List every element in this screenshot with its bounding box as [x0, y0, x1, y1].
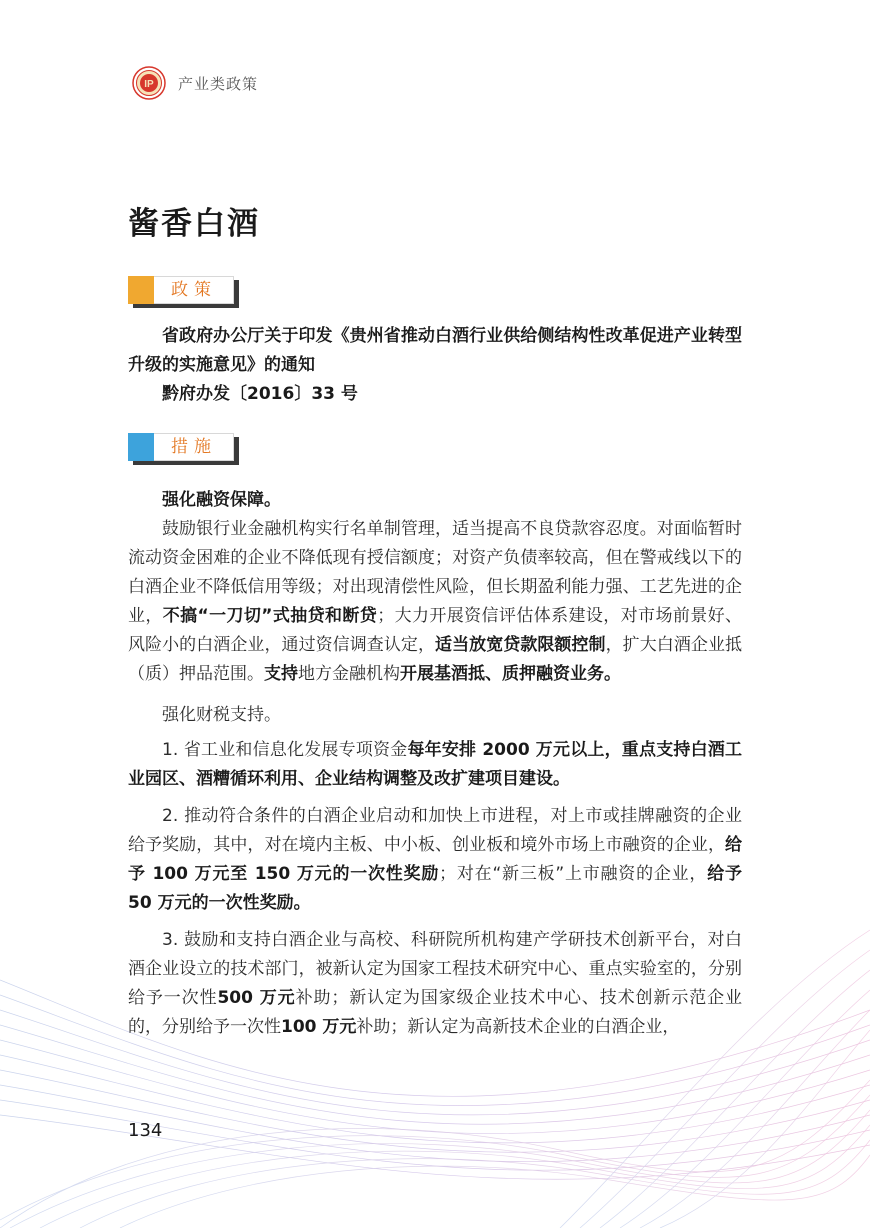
page-number: 134	[128, 1120, 163, 1141]
policy-tag	[128, 276, 238, 306]
section-name: 产业类政策	[178, 74, 259, 93]
tax-item-3: 3. 鼓励和支持白酒企业与高校、科研院所机构建产学研技术创新平台，对白酒企业设立的技术部门，被新认定为国家工程技术研究中心、重点实验室的，分别给予一次性500 万元补助；新认定为国家级企业技术中心、技术创新示范企业的，分别给予一次性100 万元补助；新认定为高新技术企业的白酒企业，	[128, 930, 743, 1037]
tax-item-1: 1. 省工业和信息化发展专项资金每年安排 2000 万元以上，重点支持白酒工业园区、酒糟循环利用、企业结构调整及改扩建项目建设。	[128, 740, 742, 789]
page-header	[132, 66, 258, 100]
policy-doc-number: 黔府办发〔2016〕33 号	[162, 384, 358, 404]
measures-section	[128, 486, 742, 1042]
finance-heading: 强化融资保障。	[162, 490, 281, 510]
tax-heading: 强化财税支持。	[162, 705, 281, 725]
page-title: 酱香白酒	[128, 206, 260, 242]
measures-tag-label: 措施	[171, 437, 217, 457]
policy-doc-title: 省政府办公厅关于印发《贵州省推动白酒行业供给侧结构性改革促进产业转型升级的实施意见》的通知	[128, 326, 742, 375]
tax-item-2: 2. 推动符合条件的白酒企业启动和加快上市进程，对上市或挂牌融资的企业给予奖励，其中，对在境内主板、中小板、创业板和境外市场上市融资的企业，给予 100 万元至 150 万元的一次性奖励；对在“新三板”上市融资的企业，给予 50 万元的一次性奖励。	[128, 806, 742, 913]
organization-logo	[132, 66, 166, 100]
measures-tag	[128, 433, 238, 463]
svg-text:IP: IP	[144, 79, 154, 90]
policy-section	[128, 322, 742, 409]
policy-tag-label: 政策	[171, 280, 217, 300]
finance-paragraph: 鼓励银行业金融机构实行名单制管理，适当提高不良贷款容忍度。对面临暂时流动资金困难的企业不降低现有授信额度；对资产负债率较高，但在警戒线以下的白酒企业不降低信用等级；对出现清偿性风险，但长期盈利能力强、工艺先进的企业，不搞“一刀切”式抽贷和断贷；大力开展资信评估体系建设，对市场前景好、风险小的白酒企业，通过资信调查认定，适当放宽贷款限额控制，扩大白酒企业抵（质）押品范围。支持地方金融机构开展基酒抵、质押融资业务。	[128, 519, 743, 684]
